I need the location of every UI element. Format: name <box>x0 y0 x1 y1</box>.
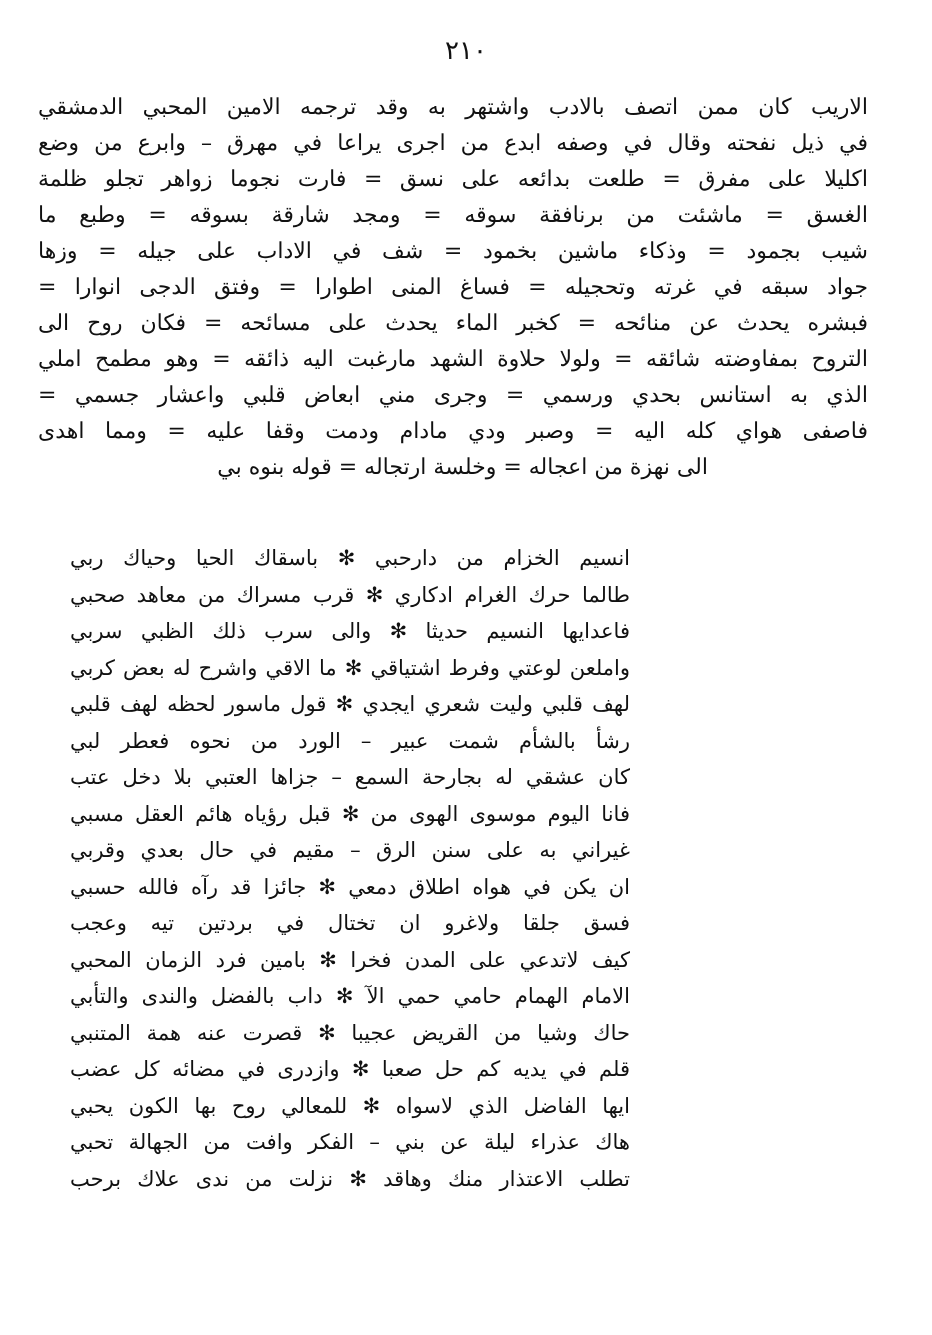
prose-line: الاريب كان ممن اتصف بالادب واشتهر به وقد ترجمه الامين المحبي الدمشقي <box>38 95 868 120</box>
verse-line: طالما حرك الغرام ادكاري ✻ قرب مسراك من معاهد صحبي <box>70 582 630 607</box>
prose-line: فاصفى هواي كله اليه = وصبر ودي مادام ودمت وقفا عليه = ومما اهدى <box>38 419 868 444</box>
verse-line: رشأ بالشأم شمت عبير – الورد من نحوه فعطر لبي <box>70 728 630 753</box>
verse-line: ان يكن في هواه اطلاق دمعي ✻ جائزا قد رآه فالله حسبي <box>70 874 630 899</box>
verse-line: لهف قلبي وليت شعري ايجدي ✻ قول ماسور لحظه لهف قلبي <box>70 692 630 716</box>
poem <box>70 540 630 1197</box>
prose-line: جواد سبقه في غرته وتحجيله = فساغ المنى اطوارا = وفتق الدجى انوارا = <box>38 275 868 300</box>
page-number: ٢١٠ <box>445 36 487 66</box>
verse-line: انسيم الخزام من دارحبي ✻ باسقاك الحيا وحياك ربي <box>70 546 630 570</box>
prose-line: التروح بمفاوضته شائقه = ولولا حلاوة الشهد مارغبت اليه ذائقه = وهو مطمح املي <box>38 347 868 372</box>
prose-line: اكليلا على مفرق = طلعت بدائعه على نسق = فارت نجوما زواهر تجلو ظلمة <box>38 167 868 192</box>
prose-line: في ذيل نفحته وقال في وصفه ابدع من اجرى يراعا في مهرق – وابرع من وضع <box>38 131 868 156</box>
prose-line: الى نهزة من اعجاله = وخلسة ارتجاله = قوله بنوه بي <box>217 455 708 480</box>
verse-line: هاك عذراء ليلة عن بني – الفكر وافت من الجهالة تحبي <box>70 1130 630 1154</box>
verse-line: الامام الهمام حامي حمي الآ ✻ داب بالفضل والندى والتأبي <box>70 984 630 1008</box>
verse-line: غيراني به على سنن الرق – مقيم في حال بعدي وقربي <box>70 838 630 862</box>
prose-paragraph <box>38 90 868 486</box>
verse-line: كيف لاتدعي على المدن فخرا ✻ بامين فرد الزمان المحبي <box>70 947 630 972</box>
verse-line: تطلب الاعتذار منك وهاقد ✻ نزلت من ندى علاك برحب <box>70 1166 630 1191</box>
verse-line: حاك وشيا من القريض عجيبا ✻ قصرت عنه همة المتنبي <box>70 1020 630 1045</box>
verse-line: فانا اليوم موسوى الهوى من ✻ قبل رؤياه هائم العقل مسبي <box>70 801 630 826</box>
prose-line: الذي به استانس بحدي ورسمي = وجرى مني ابعاض قلبي واعشار جسمي = <box>38 383 868 408</box>
verse-line: ايها الفاضل الذي لاسواه ✻ للمعالي روح بها الكون يحبي <box>70 1093 630 1118</box>
prose-line: فبشره يحدث عن منائحه = كخبر الماء يحدث على مسائحه = فكان روح الى <box>38 311 868 336</box>
verse-line: كان عشقي له بجارحة السمع – جزاها العتبي بلا دخل عتب <box>70 765 630 789</box>
verse-line: قلم في يديه كم حل صعبا ✻ وازدرى في مضائه كل عضب <box>70 1057 630 1081</box>
prose-line: الغسق = ماشئت من برنافقة سوقه = ومجد شارقة بسوقه = وطبع ما <box>38 203 868 228</box>
verse-line: فاعدايها النسيم حديثا ✻ والى سرب ذلك الظبي سربي <box>70 619 630 643</box>
verse-line: واملعن لوعتي وفرط اشتياقي ✻ ما الاقي واشرح له بعض كربي <box>70 655 630 680</box>
verse-line: فسق جلقا ولاغرو ان تختال في بردتين تيه وعجب <box>70 911 630 935</box>
prose-line: شيب بجمود = وذكاء ماشين بخمود = شف في الاداب على جيله = وزها <box>38 239 868 264</box>
